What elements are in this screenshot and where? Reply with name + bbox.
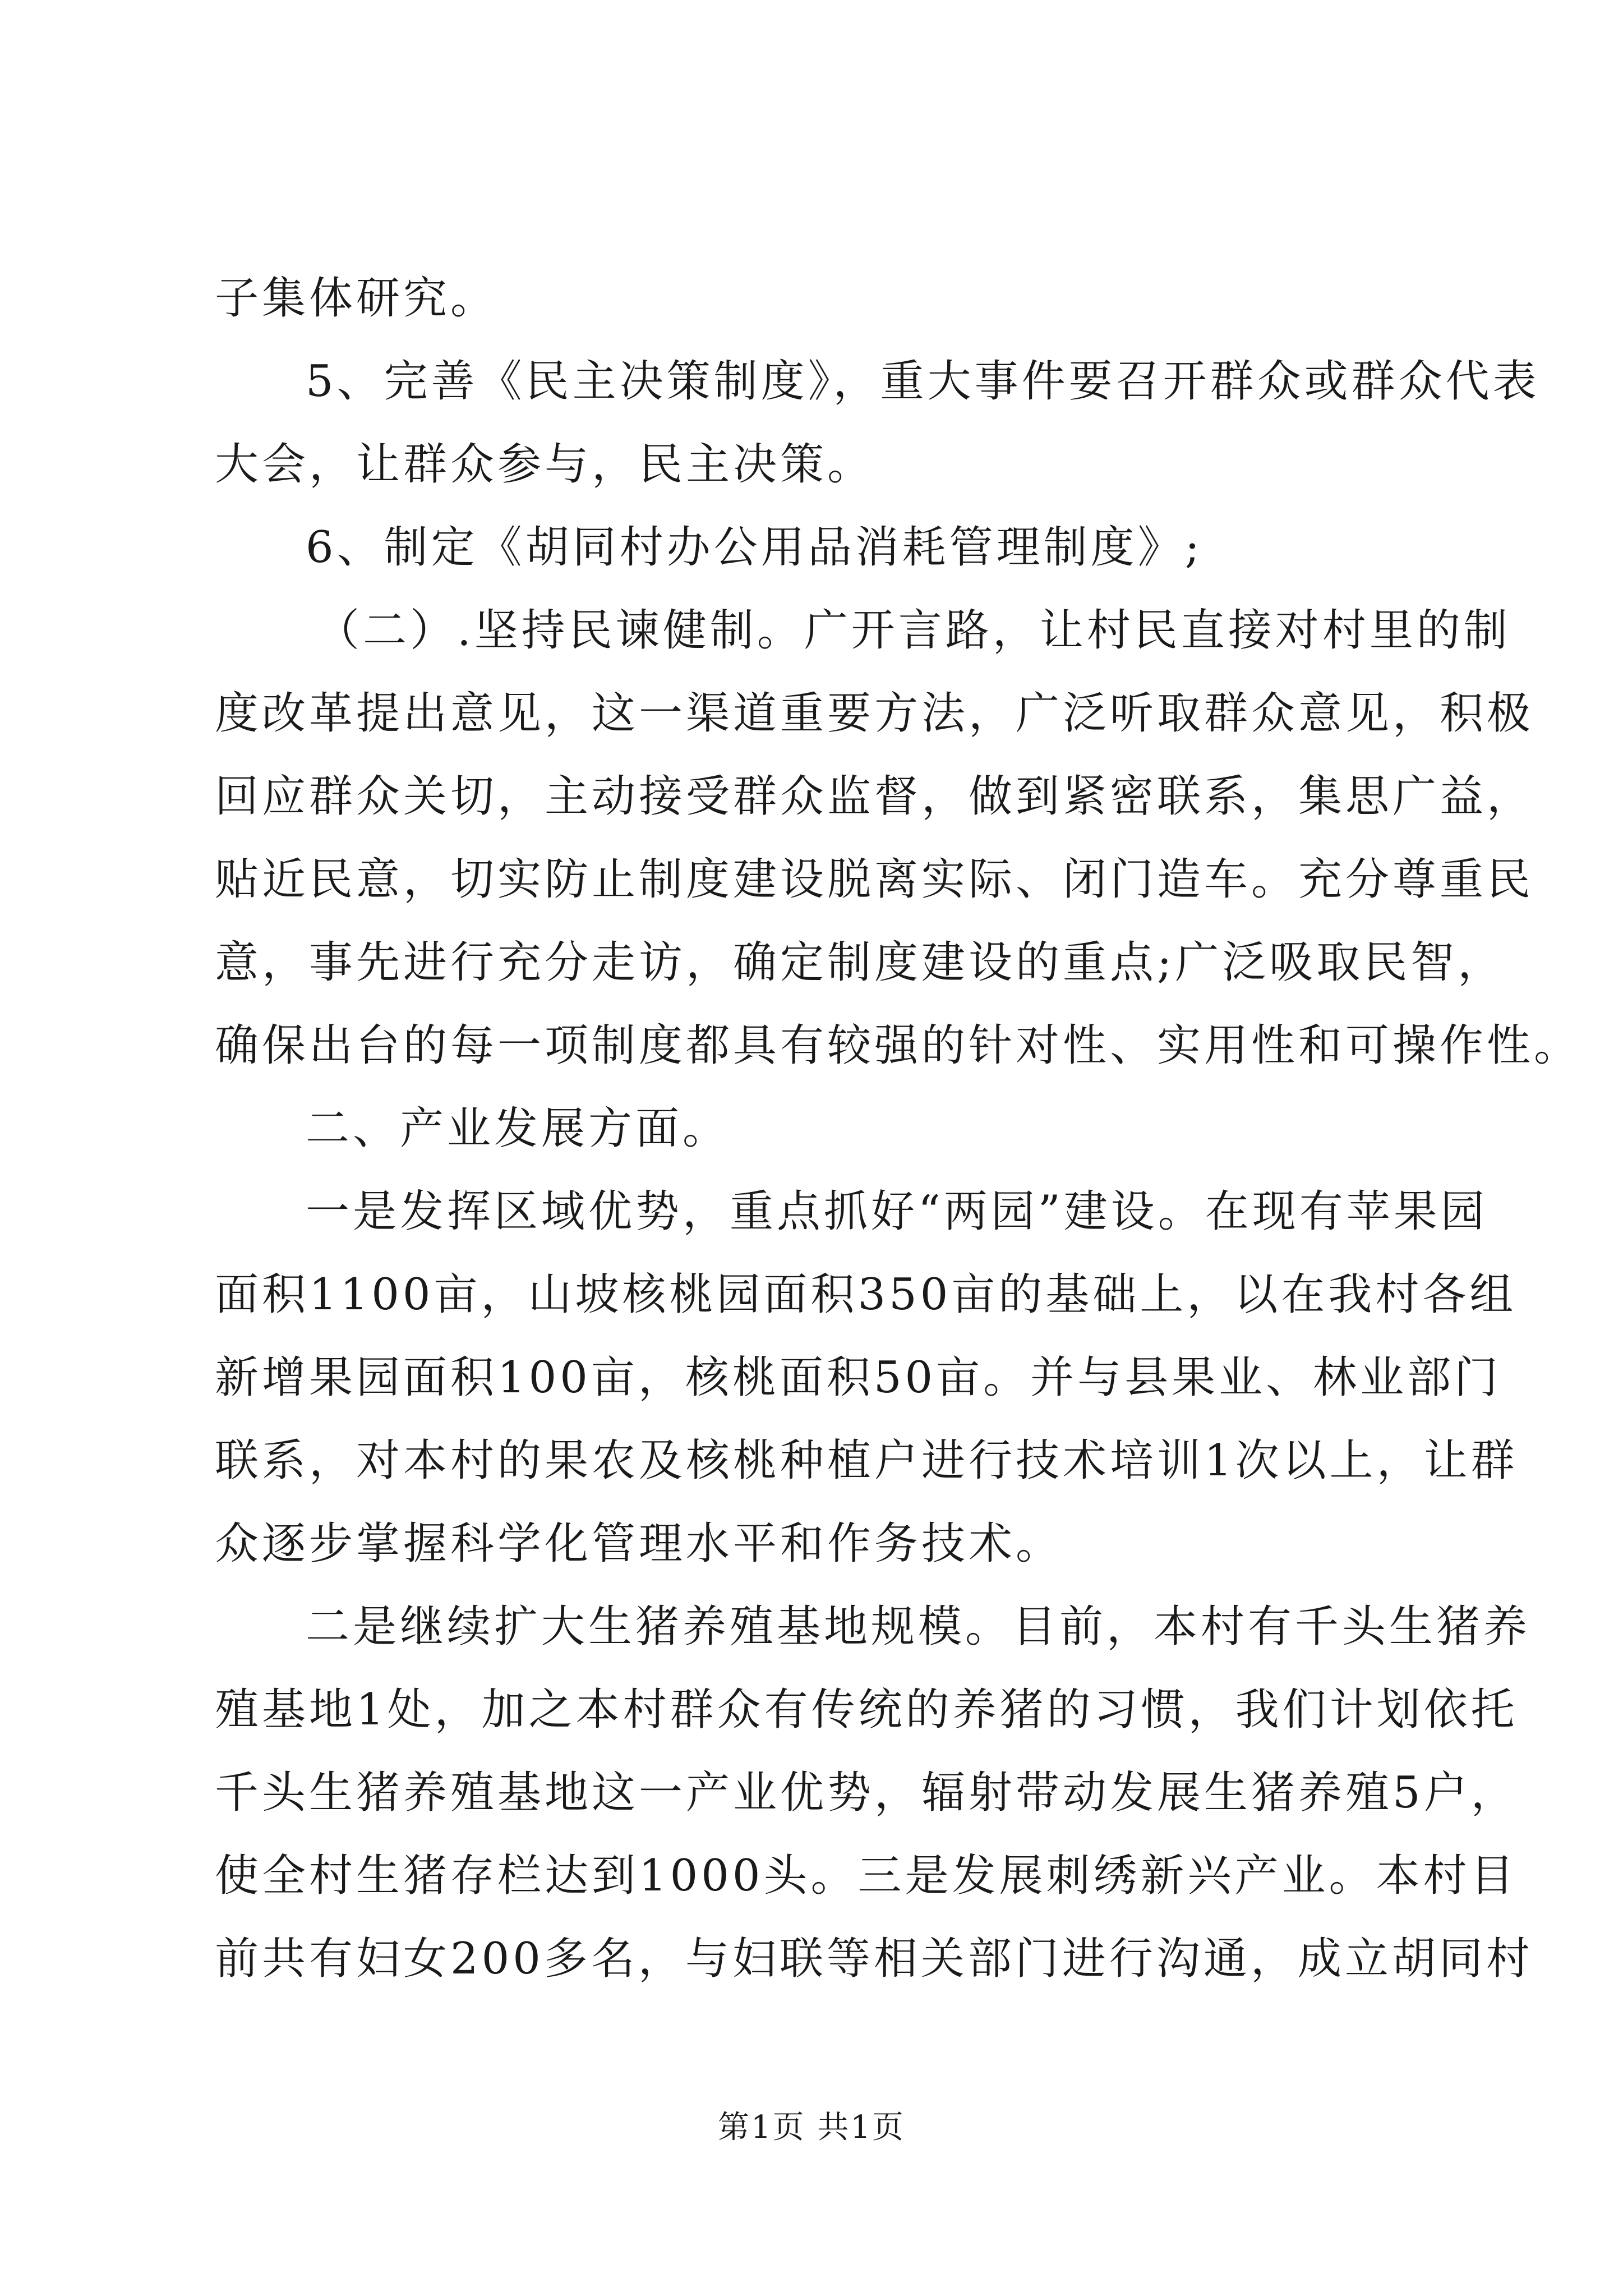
- text-line: 度改革提出意见，这一渠道重要方法，广泛听取群众意见，积极: [215, 688, 1534, 739]
- text-line: 5、完善《民主决策制度》，重大事件要召开群众或群众代表: [306, 356, 1540, 407]
- page-footer: [0, 2102, 1623, 2147]
- text-line: 回应群众关切，主动接受群众监督，做到紧密联系，集思广益，: [215, 771, 1534, 822]
- text-line: 面积1100亩，山坡核桃园面积350亩的基础上，以在我村各组: [215, 1269, 1517, 1320]
- text-line: 6、制定《胡同村办公用品消耗管理制度》;: [306, 522, 1203, 573]
- section-heading: 二、产业发展方面。: [306, 1103, 730, 1154]
- text-line: 殖基地1处，加之本村群众有传统的养猪的习惯，我们计划依托: [215, 1685, 1518, 1735]
- page-number-label: 第1页 共1页: [717, 2109, 906, 2146]
- text-line: 二是继续扩大生猪养殖基地规模。目前，本村有千头生猪养: [306, 1602, 1531, 1652]
- text-line: 意，事先进行充分走访，确定制度建设的重点;广泛吸取民智，: [215, 937, 1505, 988]
- text-line: 联系，对本村的果农及核桃种植户进行技术培训1次以上，让群: [215, 1435, 1518, 1486]
- text-line: 千头生猪养殖基地这一产业优势，辐射带动发展生猪养殖5户，: [215, 1768, 1518, 1818]
- text-line: 使全村生猪存栏达到1000头。三是发展刺绣新兴产业。本村目: [215, 1851, 1518, 1901]
- text-line: 大会，让群众参与，民主决策。: [215, 439, 875, 490]
- text-line: 确保出台的每一项制度都具有较强的针对性、实用性和可操作性。: [215, 1020, 1581, 1071]
- text-line: 一是发挥区域优势，重点抓好“两园”建设。在现有苹果园: [306, 1186, 1488, 1237]
- document-body: [215, 257, 1581, 2000]
- text-line: 子集体研究。: [215, 273, 498, 324]
- text-line: 新增果园面积100亩，核桃面积50亩。并与县果业、林业部门: [215, 1352, 1502, 1403]
- text-line: 众逐步掌握科学化管理水平和作务技术。: [215, 1519, 1063, 1569]
- text-line: 前共有妇女200多名，与妇联等相关部门进行沟通，成立胡同村: [215, 1934, 1533, 1984]
- text-line: （二）.坚持民谏健制。广开言路，让村民直接对村里的制: [316, 605, 1511, 656]
- text-line: 贴近民意，切实防止制度建设脱离实际、闭门造车。充分尊重民: [215, 854, 1534, 905]
